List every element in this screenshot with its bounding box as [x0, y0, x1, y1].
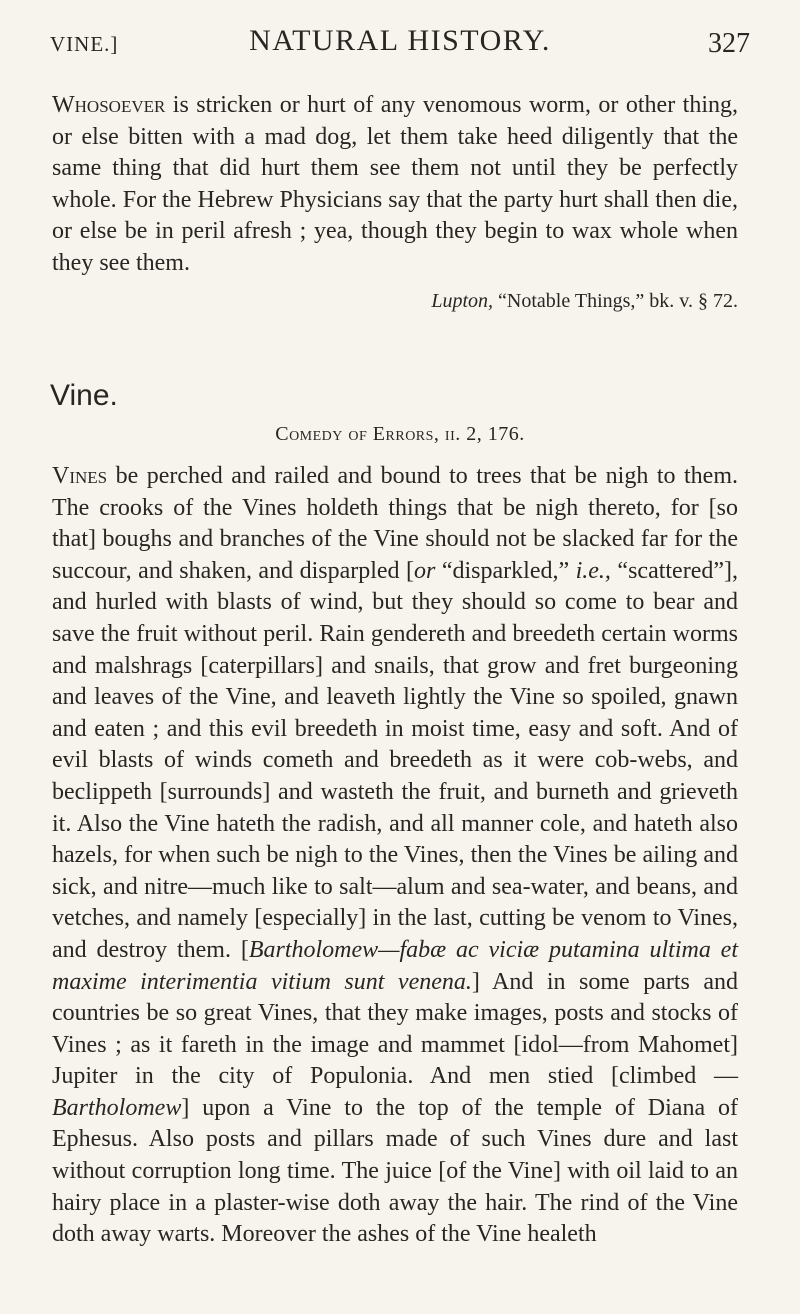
section-heading: Vine. [50, 379, 118, 412]
paragraph-text-segment: be perched and railed and bound to trees that be nigh to them. The crooks of the Vines holdeth things that be nigh thereto, for [so that] boughs and branches of the Vine should not be slacked far for the succour, and shaken, and disparpled [ [52, 463, 738, 584]
citation-comedy-of-errors: Comedy of Errors, ii. 2, 176. [275, 423, 525, 445]
citation-lupton [52, 290, 738, 313]
latin-quotation: Bartholomew—fabæ ac viciæ putamina ultima et maxime interimentia vitium sunt venena. [52, 936, 738, 995]
citation-author: Lupton, [431, 290, 494, 312]
paragraph-text-segment: “disparkled,” [435, 557, 576, 584]
citation-source: “Notable Things,” bk. v. § 72. [493, 290, 738, 312]
paragraph-text-segment: “scattered”], and hurled with blasts of wind, but they should so come to bear and save the fruit without peril. Rain gendereth and breedeth certain worms and malshrags [caterpillars] and snails, that grow and fret burgeoning and leaves of the Vine, and leaveth lightly the Vine so spoiled, gnawn and eaten ; and this evil breedeth in moist time, easy and soft. And of evil blasts of winds cometh and breedeth as it were cob-webs, and beclippeth [surrounds] and wasteth the fruit, and burneth and grieveth it. Also the Vine hateth the radish, and all manner cole, and hateth also hazels, for when such be nigh to the Vines, then the Vines be ailing and sick, and nitre—much like to salt—alum and sea-water, and beans, and vetches, and namely [especially] in the last, cutting be venom to Vines, and destroy them. [ [52, 557, 738, 963]
header-section-label: VINE.] [50, 32, 119, 56]
paragraph-lead-word: Whosoever [52, 92, 166, 118]
paragraph-text-segment: ] upon a Vine to the top of the temple of Diana of Ephesus. Also posts and pillars made of such Vines dure and last without corruption long time. The juice [of the Vine] with oil laid to an hairy place in a plaster-wise doth away the hair. The rind of the Vine doth away warts. Moreover the ashes of the Vine healeth [52, 1094, 738, 1248]
running-header [50, 20, 750, 64]
italic-or: or [414, 557, 436, 584]
paragraph-body: is stricken or hurt of any venomous worm, or other thing, or else bitten with a mad dog, let them take heed diligently that the same thing that did hurt them see them not until they be perfectly whole. For the Hebrew Physicians say that the party hurt shall then die, or else be in peril afresh ; yea, though they begin to wax whole when they see them. [52, 92, 738, 276]
paragraph-lead-word: Vines [52, 463, 108, 489]
paragraph-text-segment: ] And in some parts and countries be so great Vines, that they make images, posts and stocks of Vines ; as it fareth in the image and mammet [idol—from Mahomet] Jupiter in the city of Populonia. And men stied [climbed — [52, 968, 738, 1090]
italic-ie: i.e., [575, 557, 611, 584]
paragraph-vines [52, 461, 738, 1251]
page-number: 327 [708, 28, 750, 59]
paragraph-venomous-worm [52, 90, 738, 280]
italic-bartholomew: Bartholomew [52, 1094, 182, 1121]
header-title: NATURAL HISTORY. [249, 24, 551, 57]
